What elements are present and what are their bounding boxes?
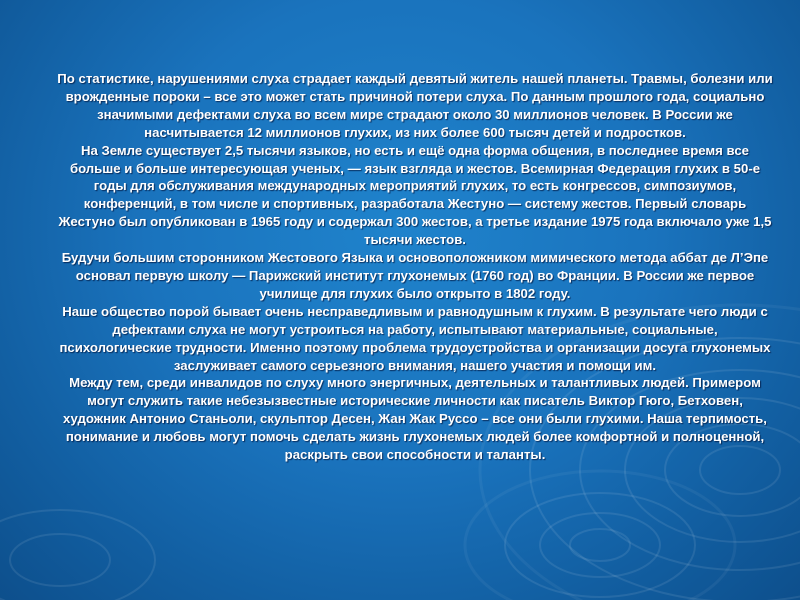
paragraph-first-school: Будучи большим сторонником Жестового Языка и основоположником мимического метода аббат де Л’Эпе основал первую школу — Парижский институт глухонемых (1760 год) во Франции. В России же первое училище для глухих было открыто в 1802 году. (61, 250, 769, 301)
paragraph-sign-language: На Земле существует 2,5 тысячи языков, но есть и ещё одна форма общения, в последнее время все больше и больше интересующая ученых, — язык взгляда и жестов. Всемирная Федерация глухих в 50-е годы для обслуживания международных мероприятий глухих, то есть конгрессов, симпозиумов, конференций, в том числе и спортивных, разработала Жестуно — систему жестов. Первый словарь Жестуно был опубликован в 1965 году и содержал 300 жестов, а третье издание 1975 года включало уже 1,5 тысячи жестов. (58, 142, 772, 248)
paragraph-society: Наше общество порой бывает очень несправедливым и равнодушным к глухим. В результате чего люди с дефектами слуха не могут устроиться на работу, испытывают материальные, социальные, психологические трудности. Именно поэтому проблема трудоустройства и организации досуга глухонемых заслуживает самого серьезного внимания, нашего участия и помощи им. (59, 303, 771, 373)
paragraph-hearing-statistics: По статистике, нарушениями слуха страдает каждый девятый житель нашей планеты. Травмы, болезни или врожденные пороки – все это может стать причиной потери слуха. По данным прошлого года, социально значимыми дефектами слуха во всем мире страдают около 30 миллионов человек. В России же насчитывается 12 миллионов глухих, из них более 600 тысяч детей и подростков. (57, 71, 773, 140)
paragraph-famous-people: Между тем, среди инвалидов по слуху много энергичных, деятельных и талантливых людей. Примером могут служить такие небезызвестные исторические личности как писатель Виктор Гюго, Бетховен, художник Антонио Станьоли, скульптор Десен, Жан Жак Руссо – все они были глухими. Наша терпимость, понимание и любовь могут помочь сделать жизнь глухонемых людей более комфортной и полноценной, раскрыть свои способности и таланты. (63, 375, 767, 463)
body-text (55, 70, 775, 464)
